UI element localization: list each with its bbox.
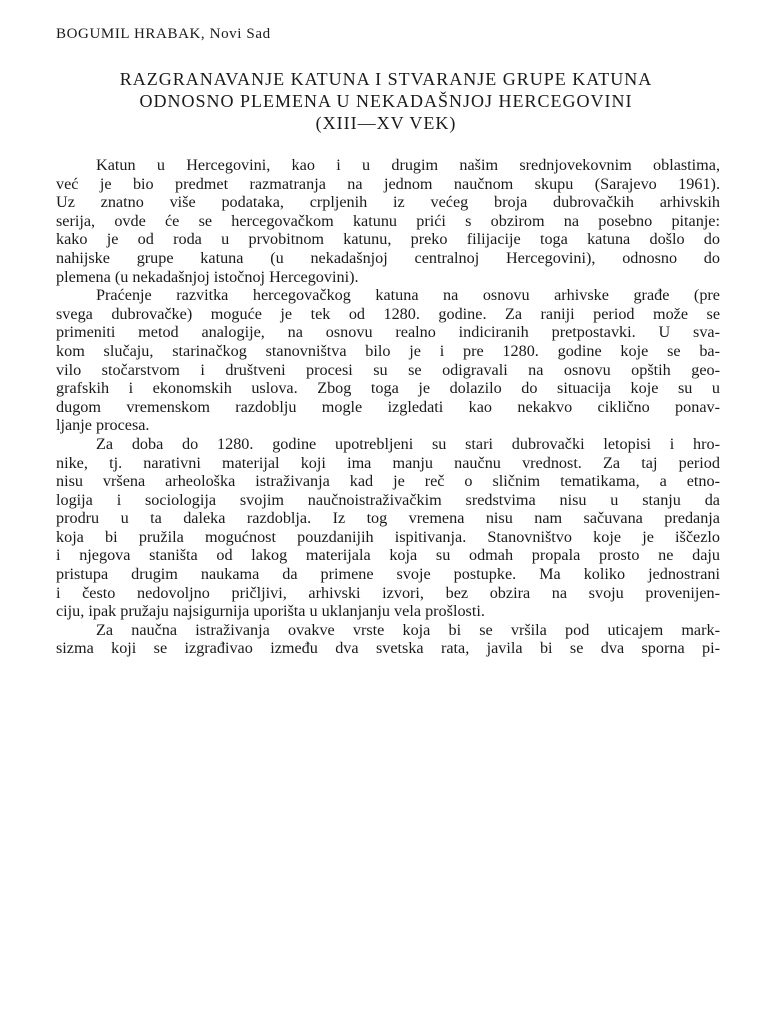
text-line: grafskih i ekonomskih uslova. Zbog toga je dolazilo do situacija koje su u [56,379,720,398]
text-line: svega dubrovačke) moguće je tek od 1280. godine. Za raniji period može se [56,304,720,323]
article-body [56,156,720,658]
text-line: nahijske grupe katuna (u nekadašnjoj centralnoj Hercegovini), odnosno do [56,248,720,267]
paragraph [56,156,720,286]
text-line: kako je od roda u prvobitnom katunu, preko filijacije toga katuna došlo do [56,230,720,249]
paragraph [56,621,720,658]
title-line-2: ODNOSNO PLEMENA U NEKADAŠNJOJ HERCEGOVINI [139,91,633,111]
text-line: nike, tj. narativni materijal koji ima manju naučnu vrednost. Za taj period [56,453,720,472]
text-line: serija, ovde će se hercegovačkom katunu prići s obzirom na posebno pitanje: [56,211,720,230]
text-line: Uz znatno više podataka, crpljenih iz većeg broja dubrovačkih arhivskih [56,193,720,212]
title-line-3: (XIII—XV VEK) [315,113,457,133]
text-line: primeniti metod analogije, na osnovu realno indiciranih pretpostavki. U sva- [56,323,720,342]
text-line: i često nedovoljno pričljivi, arhivski izvori, bez obzira na svoju provenijen- [56,583,720,602]
title-line-1: RAZGRANAVANJE KATUNA I STVARANJE GRUPE KATUNA [119,69,653,89]
text-line: koja bi pružila mogućnost pouzdanijih ispitivanja. Stanovništvo koje je iščezlo [56,527,720,546]
text-line: ljanje procesa. [56,416,150,435]
text-line: logija i sociologija svojim naučnoistraživačkim sredstvima nisu u stanju da [56,490,720,509]
text-line: nisu vršena arheološka istraživanja kad je reč o sličnim tematikama, a etno- [56,472,720,491]
text-line: prodru u ta daleka razdoblja. Iz tog vremena nisu nam sačuvana predanja [56,509,720,528]
text-line: Za naučna istraživanja ovakve vrste koja bi se vršila pod uticajem mark- [96,620,720,639]
article-title [56,68,716,134]
text-line: kom slučaju, starinačkog stanovništva bilo je i pre 1280. godine koje se ba- [56,341,720,360]
text-line: Katun u Hercegovini, kao i u drugim našim srednjovekovnim oblastima, [96,156,720,174]
text-line: plemena (u nekadašnjoj istočnoj Hercegovini). [56,267,359,286]
text-line: dugom vremenskom razdoblju mogle izgledati kao nekakvo ciklično ponav- [56,397,720,416]
text-line: Za doba do 1280. godine upotrebljeni su stari dubrovački letopisi i hro- [96,434,720,453]
author-line: BOGUMIL HRABAK, Novi Sad [56,26,271,42]
text-line: i njegova staništa od lakog materijala koja su odmah propala prosto ne daju [56,546,720,565]
text-line: vilo stočarstvom i društveni procesi su se odigravali na osnovu opštih geo- [56,360,720,379]
paragraph [56,286,720,435]
text-line: već je bio predmet razmatranja na jednom naučnom skupu (Sarajevo 1961). [56,174,720,193]
text-line: sizma koji se izgrađivao između dva svetska rata, javila bi se dva sporna pi- [56,639,720,658]
paragraph [56,435,720,621]
text-line: pristupa drugim naukama da primene svoje postupke. Ma koliko jednostrani [56,565,720,584]
text-line: ciju, ipak pružaju najsigurnija uporišta u uklanjanju vela prošlosti. [56,602,485,621]
text-line: Praćenje razvitka hercegovačkog katuna na osnovu arhivske građe (pre [96,286,720,305]
